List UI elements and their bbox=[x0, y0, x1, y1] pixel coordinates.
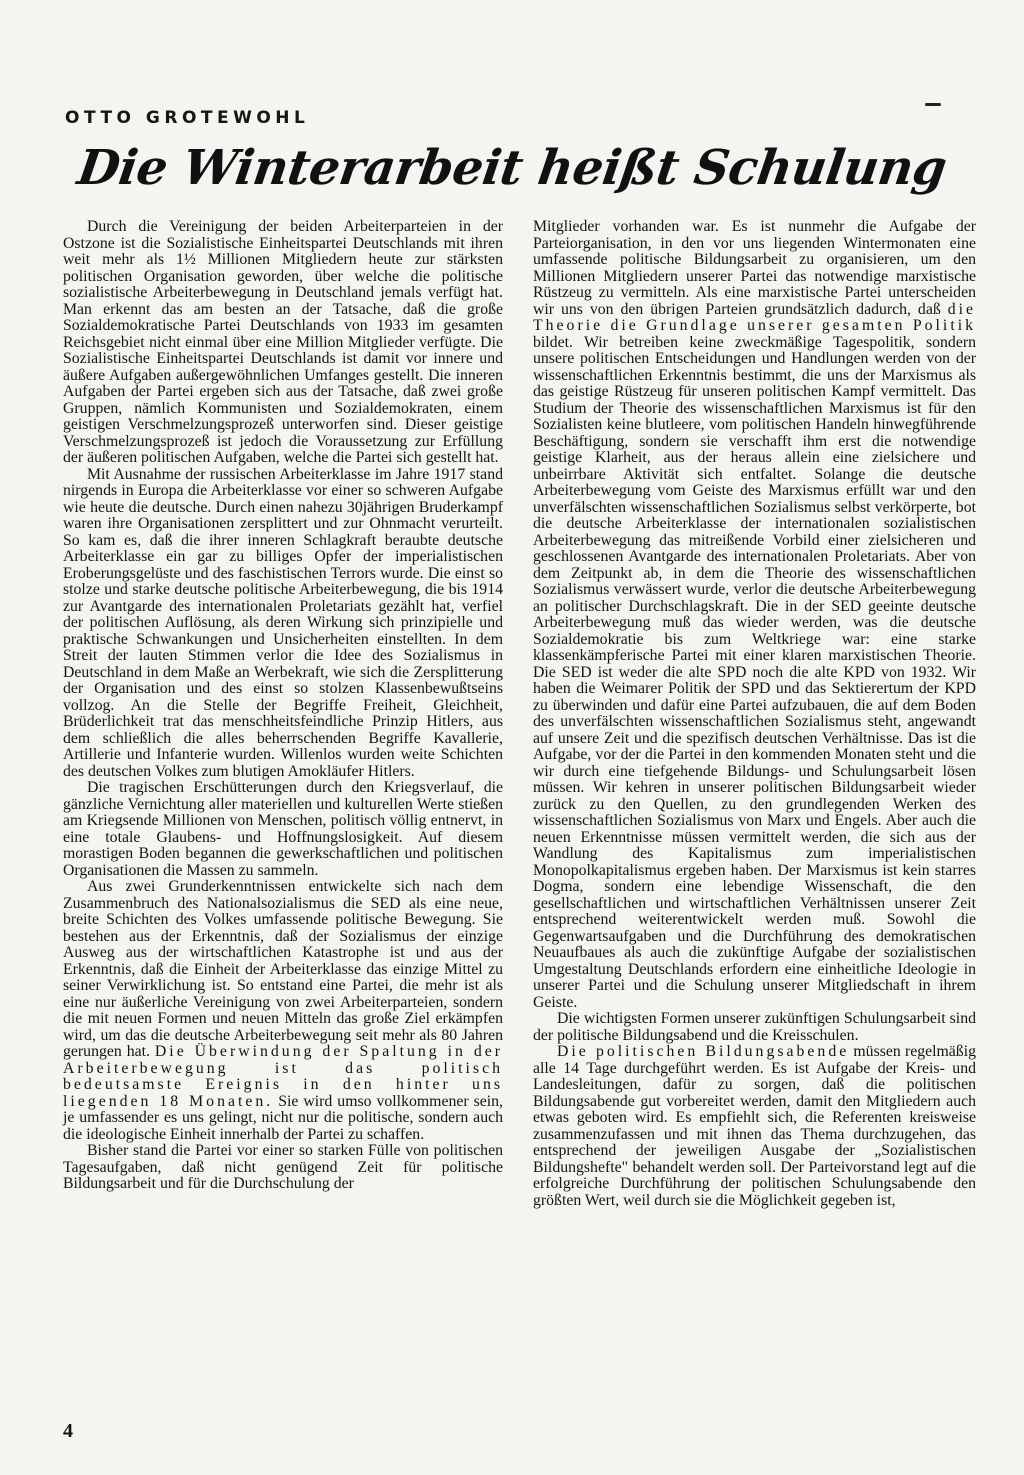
paragraph bbox=[533, 219, 976, 1011]
paragraph-text: Mitglieder vorhanden war. Es ist nunmehr die Aufgabe der Parteiorganisation, in den vor uns liegenden Wintermonaten eine umfassende politische Bildungsarbeit zu organisieren, um den Millionen Mitgliedern unserer Partei das notwendige marxistische Rüstzeug zu vermitteln. Als eine marxistische Partei unterscheiden wir uns von den übrigen Parteien grundsätzlich dadurch, daß bbox=[533, 218, 976, 318]
article-title: Die Winterarbeit heißt Schulung bbox=[74, 140, 950, 196]
emphasized-text: Die Überwindung der Spaltung in der Arbeiterbewegung ist das politisch bedeutsamste Ereignis in den hinter uns liegenden 18 Monaten. bbox=[63, 1043, 503, 1110]
paragraph: Die tragischen Erschütterungen durch den Kriegsverlauf, die gänzliche Vernichtung aller materiellen und kulturellen Werte stießen am Kriegsende Millionen von Menschen, politisch völlig entnervt, in eine totale Glaubens- und Hoffnungslosigkeit. Auf diesem morastigen Boden begannen die gewerkschaftlichen und politischen Organisationen die Massen zu sammeln. bbox=[63, 779, 503, 879]
right-column bbox=[533, 219, 976, 1209]
emphasized-text: Die politischen Bildungsabende bbox=[557, 1043, 850, 1060]
paragraph: Die wichtigsten Formen unserer zukünftigen Schulungsarbeit sind der politische Bildungsabend und die Kreisschulen. bbox=[533, 1010, 976, 1044]
paragraph: Bisher stand die Partei vor einer so starken Fülle von politischen Tagesaufgaben, daß nicht genügend Zeit für politische Bildungsarbeit und für die Durchschulung der bbox=[63, 1142, 503, 1192]
paragraph bbox=[533, 1044, 976, 1209]
author-name: OTTO GROTEWOHL bbox=[65, 108, 310, 128]
paragraph-text: müssen regelmäßig alle 14 Tage durchgeführt werden. Es ist Aufgabe der Kreis- und Landesleitungen, dafür zu sorgen, daß die politischen Bildungsabende gut vorbereitet werden, damit den Mitgliedern auch etwas geboten wird. Es empfiehlt sich, die Referenten kreisweise zusammenzufassen und mit ihnen das Thema durchzugehen, das entsprechend der jeweiligen Ausgabe der „Sozialistischen Bildungshefte" behandelt werden soll. Der Parteivorstand legt auf die erfolgreiche Durchführung der politischen Schulungsabende den größten Wert, weil durch sie die Möglichkeit gegeben ist, bbox=[533, 1043, 976, 1209]
page-number: 4 bbox=[63, 1420, 73, 1442]
paragraph-text: Sie wird umso vollkommener sein, je umfassender es uns gelingt, nicht nur die politische, sondern auch die ideologische Einheit innerhalb der Partei zu schaffen. bbox=[63, 1092, 503, 1143]
paragraph-text: Aus zwei Grunderkenntnissen entwickelte sich nach dem Zusammenbruch des Nationalsozialismus die SED als eine neue, breite Schichten des Volkes umfassende politische Bewegung. Sie bestehen aus der Erkenntnis, daß der Sozialismus der einzige Ausweg aus der wirtschaftlichen Katastrophe ist und aus der Erkenntnis, daß die Einheit der Arbeiterklasse das einzige Mittel zu seiner Verwirklichung ist. So entstand eine Partei, die mehr ist als eine nur äußerliche Vereinigung von zwei Arbeiterparteien, sondern die mit neuen Formen und neuen Mitteln das große Ziel erkämpfen wird, um das die deutsche Arbeiterbewegung seit mehr als 80 Jahren gerungen hat. bbox=[63, 878, 503, 1060]
paragraph bbox=[63, 879, 503, 1143]
paragraph: Mit Ausnahme der russischen Arbeiterklasse im Jahre 1917 stand nirgends in Europa die Arbeiterklasse vor einer so schweren Aufgabe wie heute die deutsche. Durch einen nahezu 30jährigen Bruderkampf waren ihre Organisationen zersplittert und zur Ohnmacht verurteilt. So kam es, daß die ihrer inneren Schlagkraft beraubte deutsche Arbeiterklasse ein gar zu billiges Opfer der imperialistischen Eroberungsgelüste und des faschistischen Terrors wurde. Die einst so stolze und starke deutsche politische Arbeiterbewegung, die bis 1914 zur Avantgarde des internationalen Proletariats gezählt hat, verfiel der politischen Auflösung, als deren Wirkung sich prinzipielle und praktische Schwankungen und Unsicherheiten einstellten. In dem Streit der lauten Stimmen verlor die Idee des Sozialismus in Deutschland in dem Maße an Werbekraft, wie sich die Zersplitterung der Organisation und des einst so stolzen Klassenbewußtseins vollzog. An die Stelle der Begriffe Freiheit, Gleichheit, Brüderlichkeit trat das menschheitsfeindliche Prinzip Hitlers, aus dem schließlich die alles beherrschenden Begriffe Kavallerie, Artillerie und Infanterie wurden. Willenlos wurden weite Schichten des deutschen Volkes zum blutigen Amokläufer Hitlers. bbox=[63, 465, 503, 780]
paragraph: Durch die Vereinigung der beiden Arbeiterparteien in der Ostzone ist die Sozialistische Einheitspartei Deutschlands mit ihren weit mehr als 1½ Millionen Mitgliedern heute zur stärksten politischen Organisation geworden, über welche die politische sozialistische Arbeiterbewegung in Deutschland jemals verfügt hat. Man erkennt das am besten an der Tatsache, daß die große Sozialdemokratische Partei Deutschlands von 1933 im gesamten Reichsgebiet nicht einmal über eine Million Mitglieder verfügte. Die Sozialistische Einheitspartei Deutschlands ist damit vor innere und äußere Aufgaben außergewöhnlichen Umfanges gestellt. Die inneren Aufgaben der Partei ergeben sich aus der Tatsache, daß zwei große Gruppen, nämlich Kommunisten und Sozialdemokraten, einem geistigen Verschmelzungsprozeß unterworfen sind. Dieser geistige Verschmelzungsprozeß ist jedoch die Voraussetzung zur Erfüllung der äußeren politischen Aufgaben, welche die Partei sich gestellt hat. bbox=[63, 218, 503, 466]
corner-mark bbox=[925, 103, 941, 106]
paragraph-text: bildet. Wir betreiben keine zweckmäßige Tagespolitik, sondern unsere politischen Entscheidungen und Handlungen werden von der wissenschaftlichen Erkenntnis bestimmt, die uns der Marxismus als das geistige Rüstzeug für unseren politischen Kampf vermittelt. Das Studium der Theorie des wissenschaftlichen Marxismus ist für den Sozialisten keine blutleere, vom politischen Handeln hinwegführende Beschäftigung, sondern sie verschafft ihm erst die notwendige geistige Klarheit, aus der heraus allein eine zielsichere und unbeirrbare Aktivität sich entfaltet. Solange die deutsche Arbeiterbewegung vom Geiste des Marxismus erfüllt war und den unverfälschten wissenschaftlichen Sozialismus selbst verkörperte, bot die deutsche Arbeiterklasse der internationalen sozialistischen Arbeiterbewegung das mitreißende Vorbild einer zielsicheren und geschlossenen Avantgarde des internationalen Proletariats. Aber von dem Zeitpunkt ab, in dem die Theorie des wissenschaftlichen Sozialismus verwässert wurde, verlor die deutsche Arbeiterbewegung an politischer Durchschlagskraft. Die in der SED geeinte deutsche Arbeiterbewegung muß das wieder werden, was die deutsche Sozialdemokratie bis zum Weltkriege war: eine starke klassenkämpferische Partei mit einer klaren marxistischen Theorie. Die SED ist weder die alte SPD noch die alte KPD von 1932. Wir haben die Weimarer Politik der SPD und das Sektierertum der KPD zu überwinden und dafür eine Partei aufzubauen, die auf dem Boden des unverfälschten wissenschaftlichen Sozialismus steht, angewandt auf unsere Zeit und die spezifisch deutschen Verhältnisse. Das ist die Aufgabe, vor der die Partei in den kommenden Monaten steht und die wir durch eine tiefgehende Bildungs- und Schulungsarbeit lösen müssen. Wir kehren in unserer politischen Bildungsarbeit wieder zurück zu den Quellen, zu den grundlegenden Werken des wissenschaftlichen Sozialismus von Marx und Engels. Aber auch die neuen Erkenntnisse müssen vermittelt werden, die sich aus der Wandlung des Kapitalismus zum imperialistischen Monopolkapitalismus ergeben haben. Der Marxismus ist kein starres Dogma, sondern eine lebendige Wissenschaft, die den gesellschaftlichen und wirtschaftlichen Verhältnissen unserer Zeit entsprechend weiterentwickelt werden muß. Sowohl die Gegenwartsaufgaben und die Durchführung des demokratischen Neuaufbaues als auch die zukünftige Aufgabe der sozialistischen Umgestaltung Deutschlands erfordern eine einheitliche Ideologie in unserer Partei und die Schulung unserer Mitgliedschaft in ihrem Geiste. bbox=[533, 333, 976, 1011]
emphasized-text: die Theorie die Grundlage unserer gesamten Politik bbox=[533, 300, 976, 334]
left-column bbox=[63, 219, 503, 1193]
